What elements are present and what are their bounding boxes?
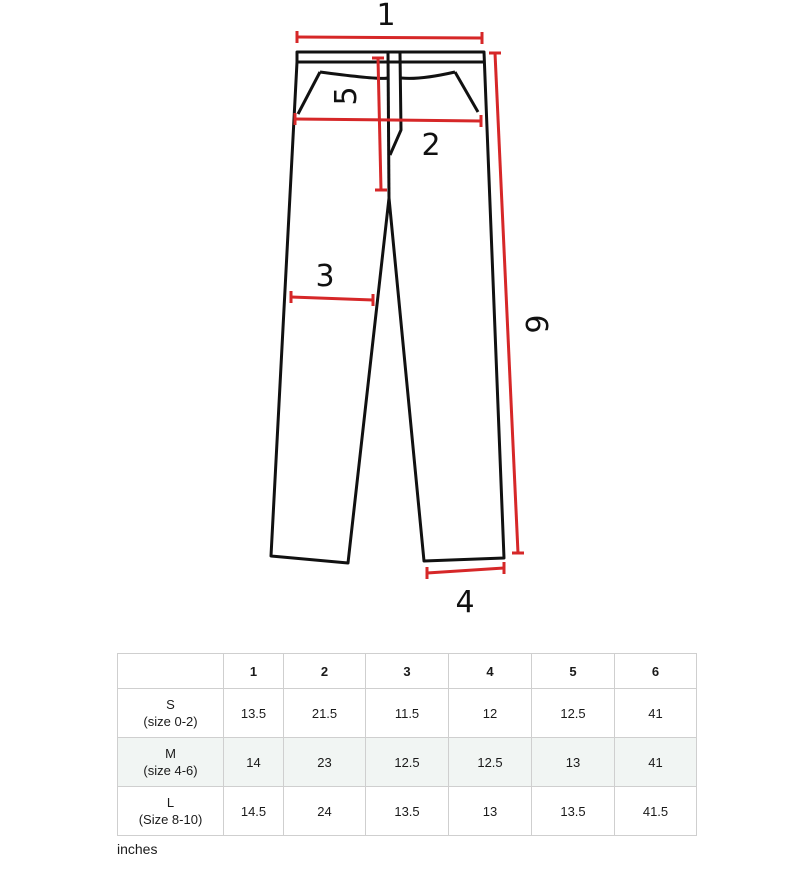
table-header-cell: 3	[366, 654, 449, 689]
size-cell	[118, 787, 224, 836]
table-header-row	[118, 654, 697, 689]
table-cell: 14.5	[224, 787, 284, 836]
table-row	[118, 787, 697, 836]
pants-outline	[271, 52, 504, 563]
table-cell: 13.5	[224, 689, 284, 738]
table-cell: 13.5	[532, 787, 615, 836]
measurement-label-2: 2	[421, 128, 441, 163]
table-cell: 13	[449, 787, 532, 836]
measurement-label-6: 6	[518, 314, 553, 334]
measurement-label-5: 5	[329, 86, 364, 106]
measurement-line-4	[427, 562, 504, 579]
table-cell: 11.5	[366, 689, 449, 738]
size-name: S	[166, 697, 175, 712]
table-cell: 24	[284, 787, 366, 836]
size-range: (size 4-6)	[143, 763, 198, 778]
table-cell: 41	[615, 689, 697, 738]
table-row	[118, 689, 697, 738]
table-cell: 13	[532, 738, 615, 787]
size-range: (size 0-2)	[143, 714, 198, 729]
table-cell: 12	[449, 689, 532, 738]
size-name: M	[165, 746, 176, 761]
table-cell: 14	[224, 738, 284, 787]
table-header-cell: 1	[224, 654, 284, 689]
table-cell: 13.5	[366, 787, 449, 836]
unit-note: inches	[117, 841, 158, 857]
measurement-label-4: 4	[455, 585, 475, 620]
measurement-label-1: 1	[376, 0, 396, 33]
table-cell: 12.5	[366, 738, 449, 787]
table-header-cell: 4	[449, 654, 532, 689]
table-cell: 12.5	[449, 738, 532, 787]
table-cell: 21.5	[284, 689, 366, 738]
size-name: L	[166, 795, 175, 810]
table-cell: 41	[615, 738, 697, 787]
table-cell: 23	[284, 738, 366, 787]
measurement-lines	[291, 31, 524, 579]
size-cell	[118, 738, 224, 787]
table-cell: 12.5	[532, 689, 615, 738]
size-range: (Size 8-10)	[138, 812, 203, 827]
table-header-cell	[118, 654, 224, 689]
table-header-cell: 6	[615, 654, 697, 689]
measurement-label-3: 3	[315, 259, 335, 294]
table-row	[118, 738, 697, 787]
table-header-cell: 5	[532, 654, 615, 689]
size-chart-table	[117, 653, 697, 836]
table-cell: 41.5	[615, 787, 697, 836]
table-header-cell: 2	[284, 654, 366, 689]
size-cell	[118, 689, 224, 738]
